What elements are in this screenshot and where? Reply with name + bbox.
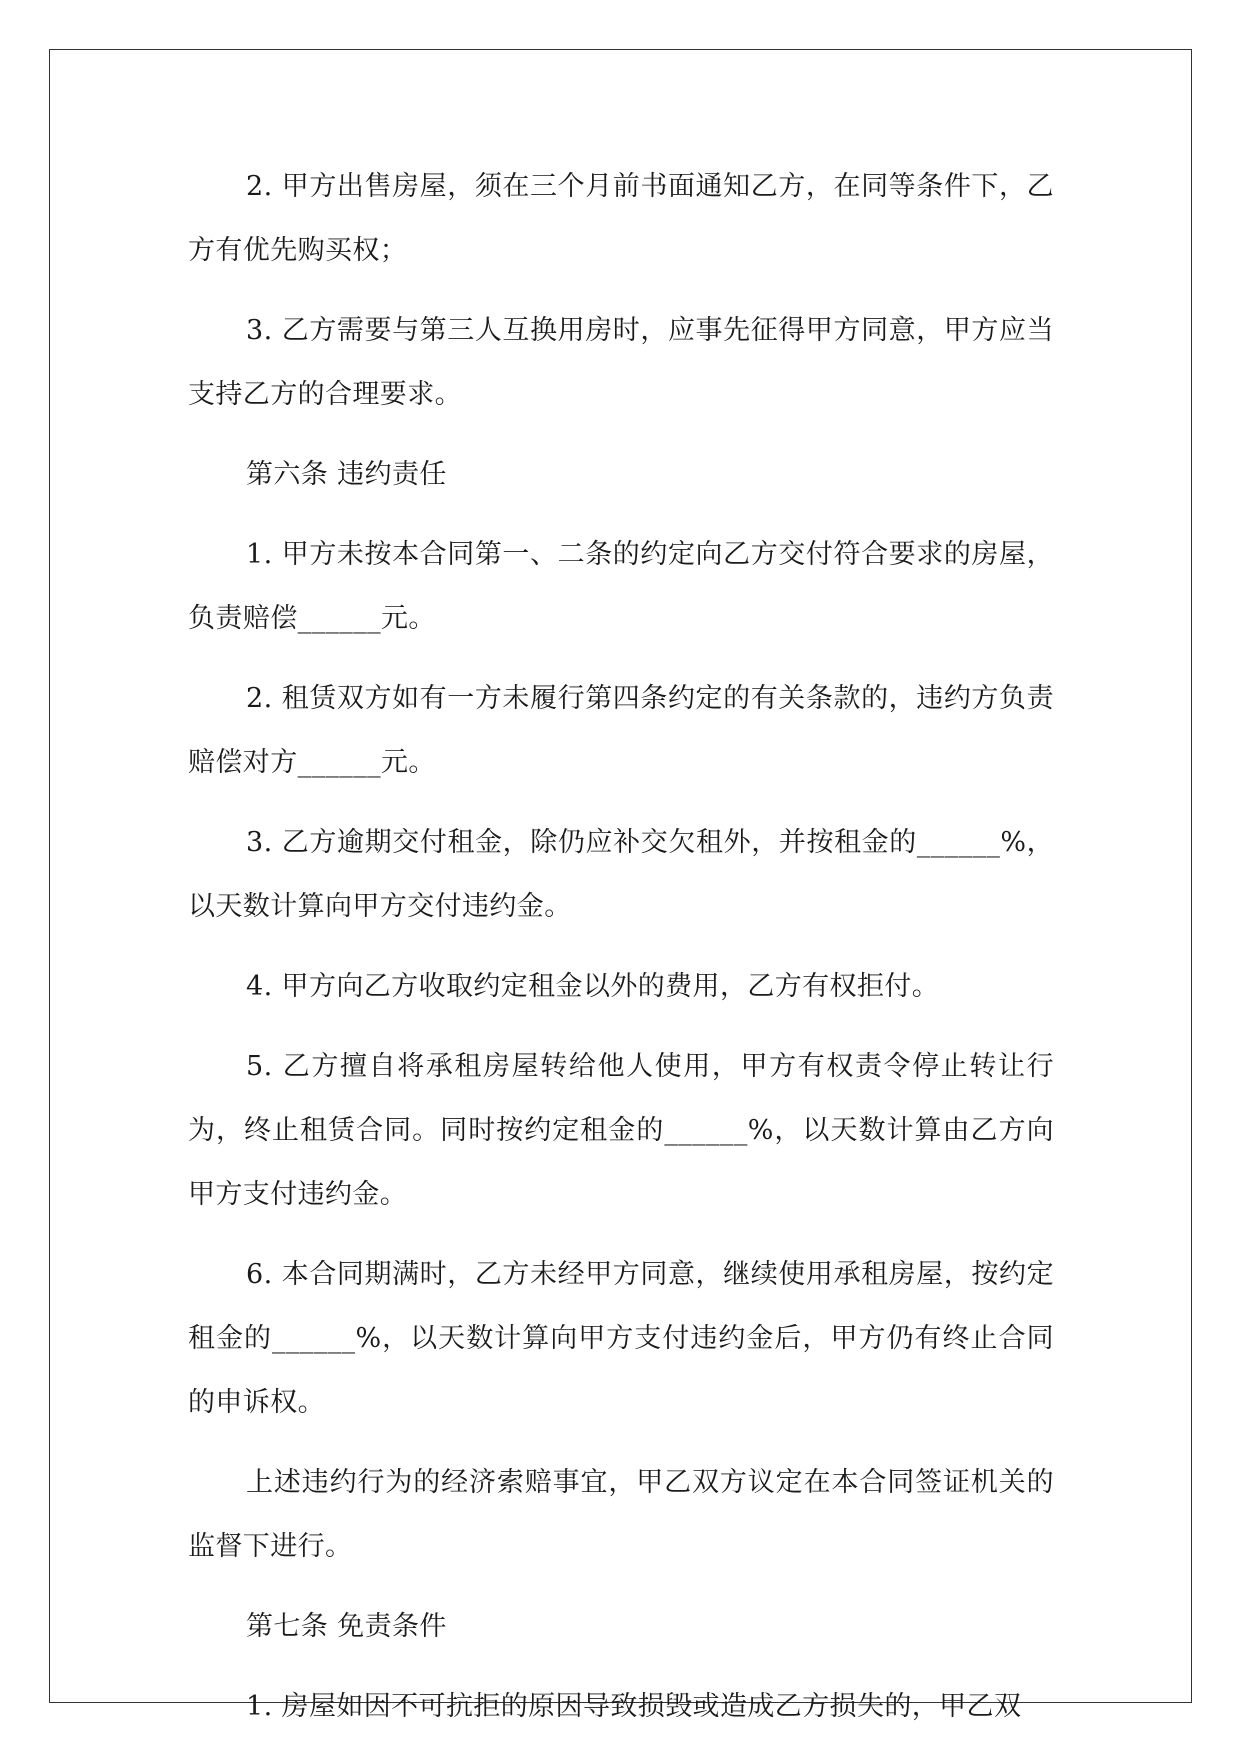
paragraph-clause-6-summary: 上述违约行为的经济索赔事宜，甲乙双方议定在本合同签证机关的监督下进行。 <box>188 1467 1054 1562</box>
paragraph-clause-7-1: 1. 房屋如因不可抗拒的原因导致损毁或造成乙方损失的，甲乙双 <box>246 1691 1022 1722</box>
paragraph-clause-6-1: 1. 甲方未按本合同第一、二条的约定向乙方交付符合要求的房屋，负责赔偿______元。 <box>188 539 1054 634</box>
paragraph-clause-6-5: 5. 乙方擅自将承租房屋转给他人使用，甲方有权责令停止转让行为，终止租赁合同。同时按约定租金的______%，以天数计算由乙方向甲方支付违约金。 <box>188 1051 1054 1210</box>
section-heading-article-7: 第七条 免责条件 <box>246 1611 447 1642</box>
paragraph-clause-6-4: 4. 甲方向乙方收取约定租金以外的费用，乙方有权拒付。 <box>246 971 940 1002</box>
section-heading-article-6: 第六条 违约责任 <box>246 459 447 490</box>
paragraph-clause-6-3: 3. 乙方逾期交付租金，除仍应补交欠租外，并按租金的______%，以天数计算向甲方交付违约金。 <box>188 827 1054 922</box>
paragraph-clause-5-2: 2. 甲方出售房屋，须在三个月前书面通知乙方，在同等条件下，乙方有优先购买权； <box>188 171 1054 266</box>
document-body <box>188 155 1054 1755</box>
paragraph-clause-5-3: 3. 乙方需要与第三人互换用房时，应事先征得甲方同意，甲方应当支持乙方的合理要求。 <box>188 315 1054 410</box>
paragraph-clause-6-6: 6. 本合同期满时，乙方未经甲方同意，继续使用承租房屋，按约定租金的______%，以天数计算向甲方支付违约金后，甲方仍有终止合同的申诉权。 <box>188 1259 1054 1418</box>
paragraph-clause-6-2: 2. 租赁双方如有一方未履行第四条约定的有关条款的，违约方负责赔偿对方______元。 <box>188 683 1054 778</box>
